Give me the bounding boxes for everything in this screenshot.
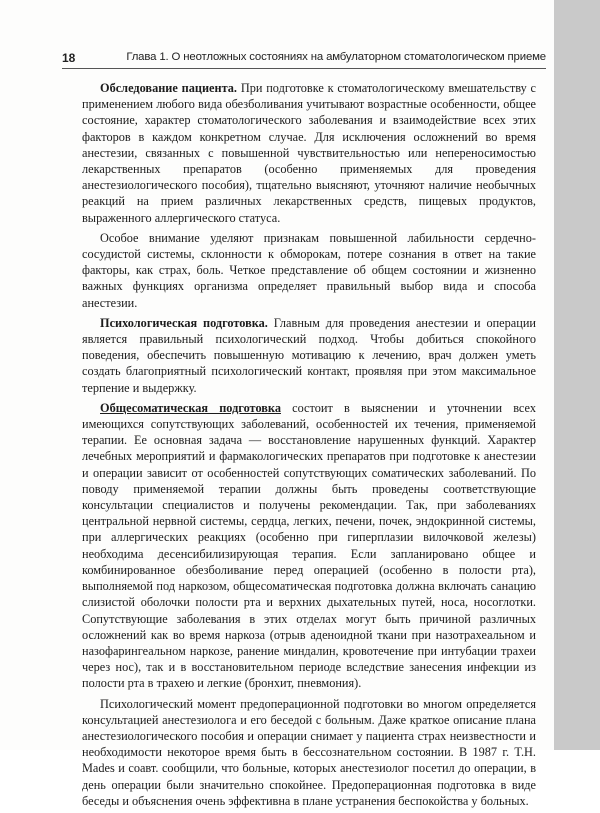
paragraph-text: Особое внимание уделяют признакам повышенной лабильности сердечно-сосудистой системы, склонности к обморокам, потере сознания в ответ на такие факторы, как страх, боль. Четкое представление об общем состоянии и жизненно важных функциях организма определяет правильный выбор вида и способа анестезии. bbox=[82, 230, 536, 310]
paragraph-text: Психологический момент предоперационной подготовки во многом определяется консультацией анестезиолога и его беседой с больным. Даже краткое описание плана анестезиологического пособия и операции снимает у пациента страх неизвестности и необходимости некоторое время быть в бессознательном состоянии. В 1987 г. T.H. Mades и соавт. сообщили, что больные, которых анестезиолог посетил до операции, в день операции были значительно спокойнее. Предоперационная подготовка в виде беседы и объяснения очень эффективна в плане устранения беспокойства у больных. bbox=[82, 696, 536, 808]
paragraph-cardiovascular bbox=[82, 230, 536, 311]
header-rule bbox=[62, 68, 546, 69]
paragraph-patient-examination bbox=[82, 80, 536, 226]
paragraph-somatic-preparation bbox=[82, 400, 536, 692]
page-edge-shadow bbox=[554, 0, 600, 750]
paragraph-text: состоит в выяснении и уточнении всех имеющихся сопутствующих заболеваний, особенностей их течения, применяемой терапии. Ее основная задача — восстановление нарушенных функций. Характер лечебных мероприятий и фармакологических препаратов при подготовке к анестезии и операции зависит от особенностей сопутствующих соматических заболеваний. По поводу применяемой терапии должны быть проведены соответствующие консультации специалистов и получены рекомендации. Так, при заболеваниях центральной нервной системы, сердца, легких, печени, почек, эндокринной системы, при аллергических реакциях (особенно при гиперплазии вилочковой железы) необходима десенсибилизирующая терапия. Если запланировано общее и комбинированное обезболивание перед операцией (особенно в полости рта), выполняемой под наркозом, общесоматическая подготовка должна включать санацию слизистой оболочки полости рта и верхних дыхательных путей, носа, носоглотки. Сопутствующие заболевания в этих отделах могут быть причиной различных осложнений как во время наркоза (отрыв аденоидной ткани при назотрахеальном и назофарингеальном наркозе, ранение миндалин, кровотечение при интубации трахеи через нос), так и в восстановительном периоде вследствие занесения инфекции из полости рта в трахею и легкие (бронхит, пневмония). bbox=[82, 400, 536, 691]
paragraph-psychological-moment bbox=[82, 696, 536, 809]
body-text bbox=[82, 80, 536, 813]
paragraph-heading: Психологическая подготовка. bbox=[100, 315, 268, 330]
paragraph-heading: Обследование пациента. bbox=[100, 81, 238, 95]
running-head: Глава 1. О неотложных состояниях на амбулаторном стоматологическом приеме bbox=[126, 51, 546, 63]
paragraph-text: При подготовке к стоматологическому вмешательству с применением любого вида обезболивания учитывают возрастные особенности, общее состояние, характер стоматологического заболевания и взаимодействие всех этих факторов в каждом конкретном случае. Для исключения осложнений во время анестезии, связанных с повышенной чувствительностью или непереносимостью лекарственных препаратов (особенно применяемых для проведения анестезиологического пособия), тщательно выясняют, уточняют наличие необычных реакций на прием различных лекарственных средств, пищевых продуктов, выраженного аллергического статуса. bbox=[82, 81, 537, 225]
paragraph-heading: Общесоматическая подготовка bbox=[100, 400, 281, 415]
page-number: 18 bbox=[62, 51, 76, 65]
page-header bbox=[62, 48, 546, 68]
paragraph-text: Главным для проведения анестезии и операции является правильный психологический подход. Чтобы добиться спокойного поведения, обеспечить повышенную мотивацию к лечению, врач должен уметь создать благоприятный психологический контакт, проявляя при этом максимальное терпение и выдержку. bbox=[82, 315, 536, 395]
paragraph-psychological-preparation bbox=[82, 315, 536, 396]
